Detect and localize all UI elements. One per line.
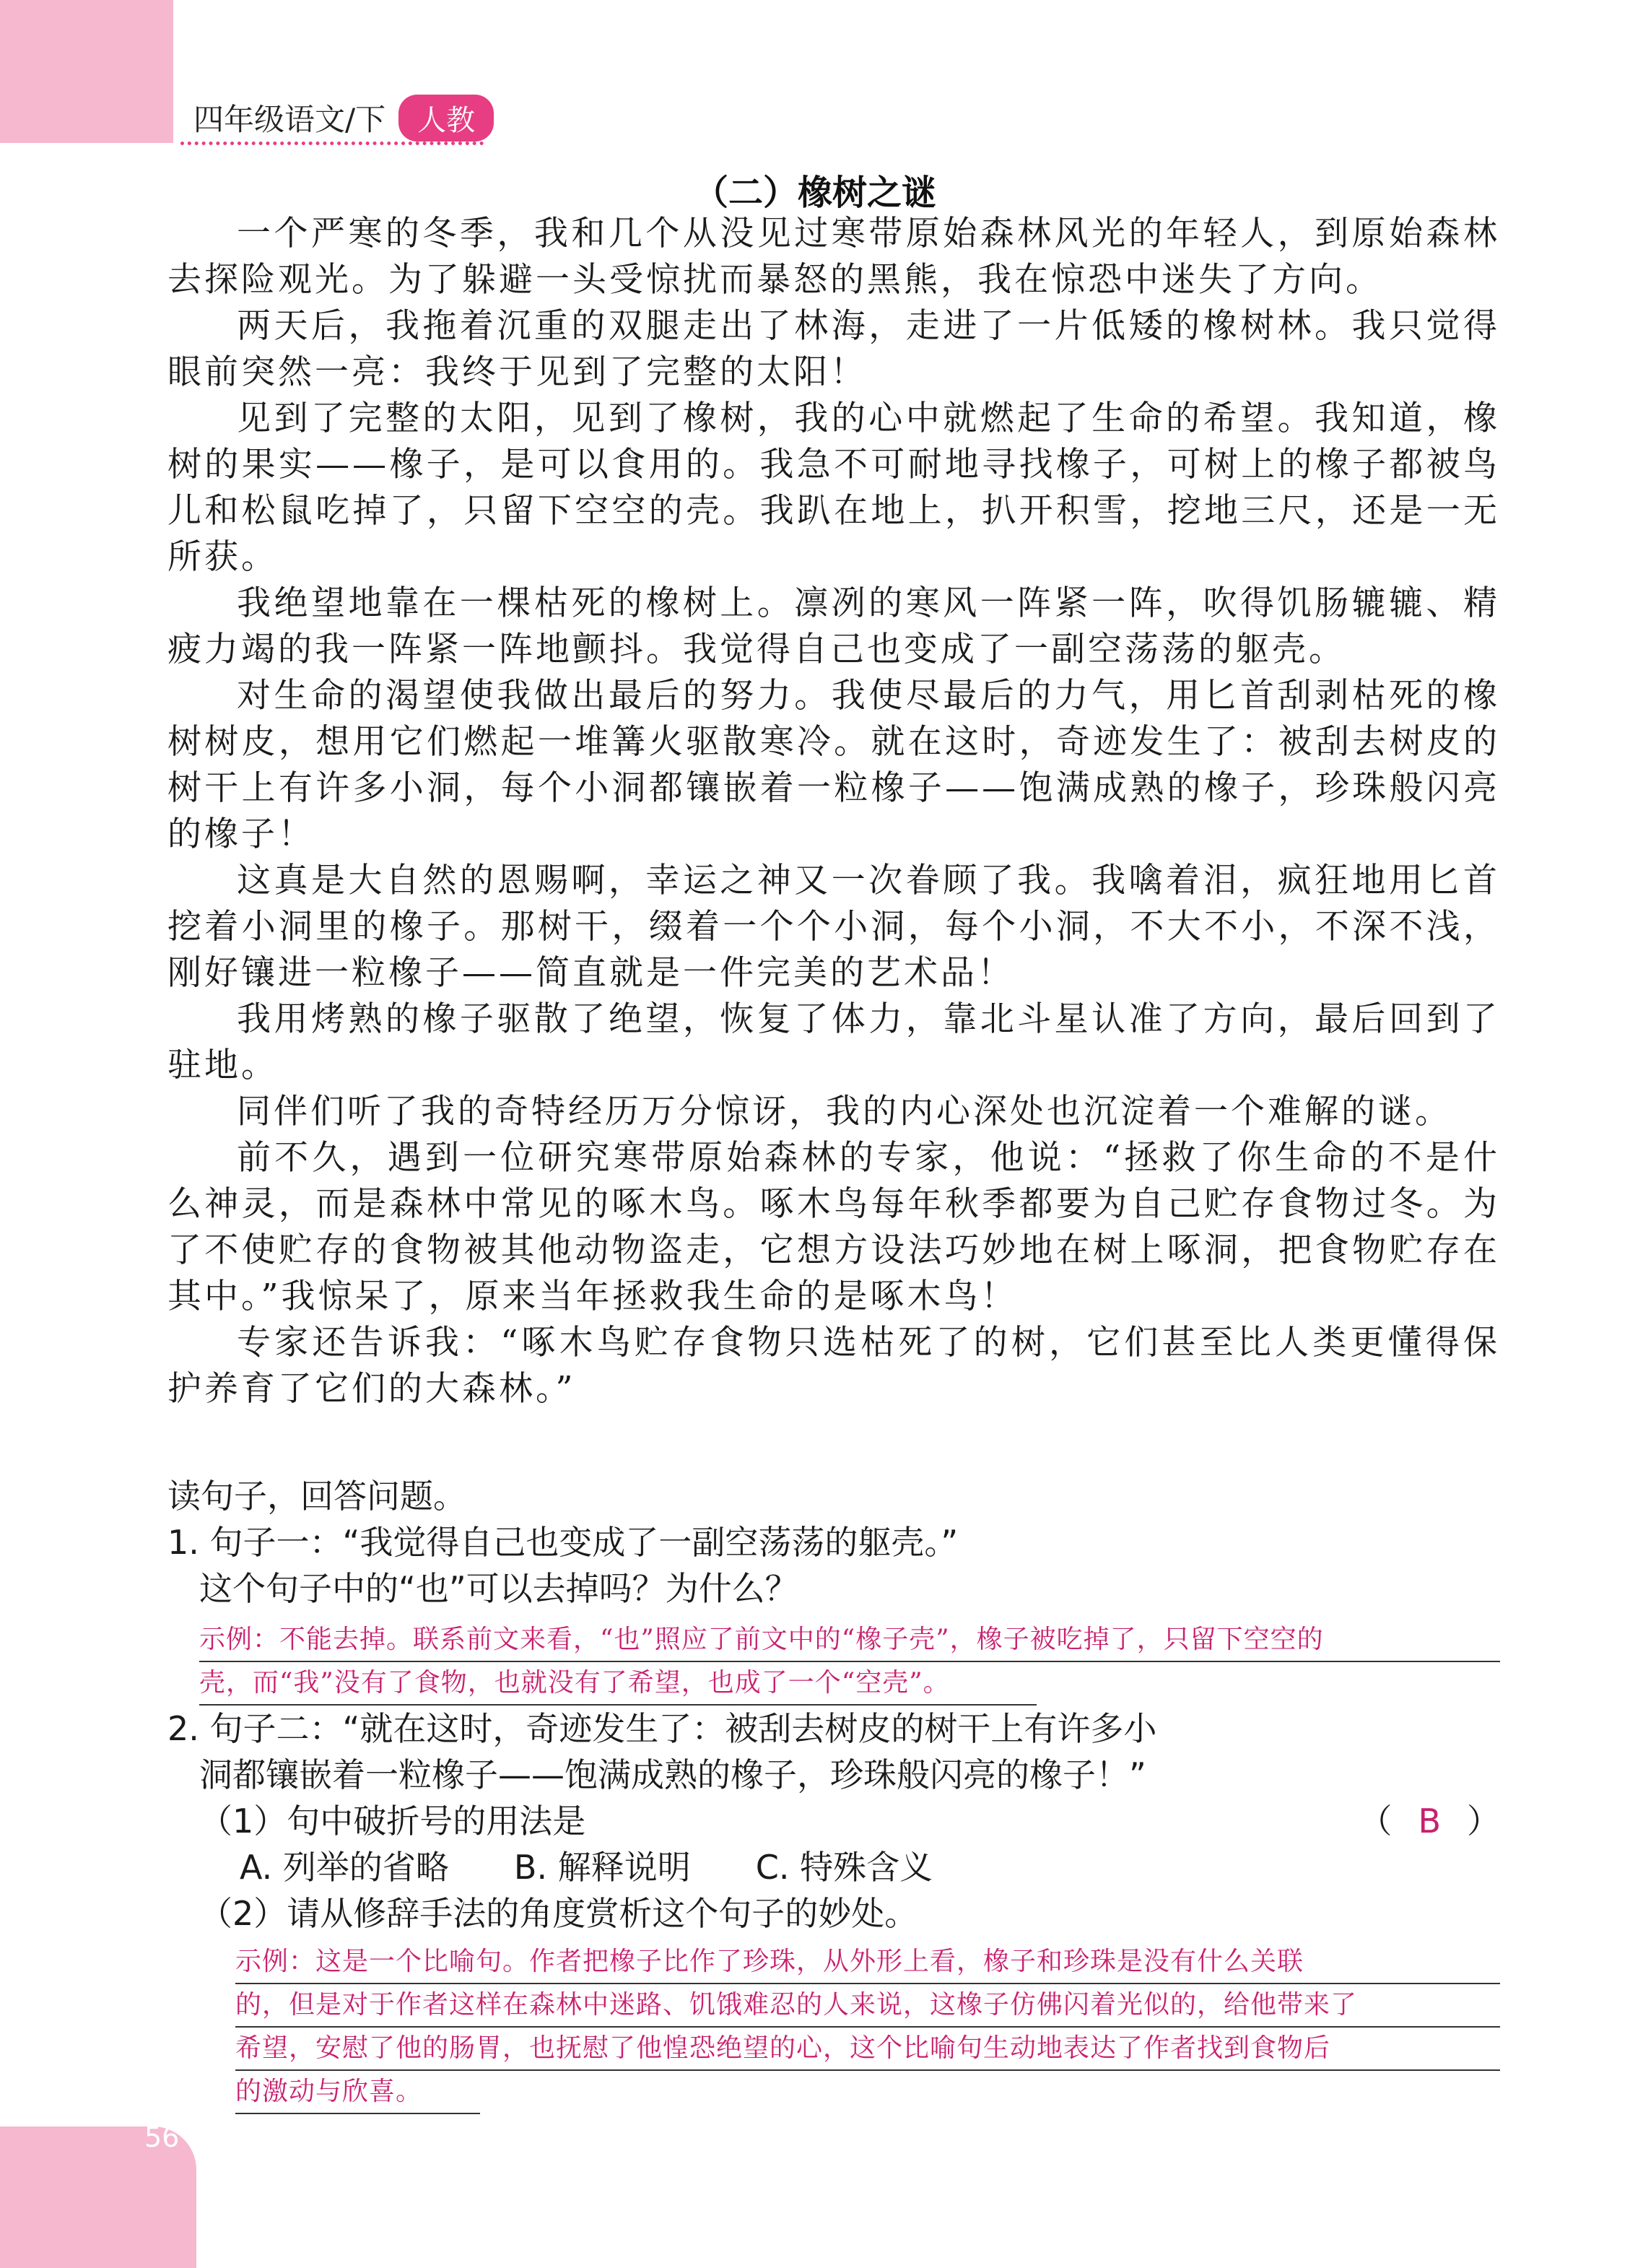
paragraph: 一个严寒的冬季，我和几个从没见过寒带原始森林风光的年轻人，到原始森林去探险观光。为了躲避一头受惊扰而暴怒的黑熊，我在惊恐中迷失了方向。 — [167, 214, 1500, 300]
question-2-2: （2）请从修辞手法的角度赏析这个句子的妙处。 — [199, 1894, 918, 1933]
page-header — [193, 92, 494, 143]
choice-answer: B — [1418, 1802, 1441, 1841]
paragraph: 两天后，我拖着沉重的双腿走出了林海，走进了一片低矮的橡树林。我只觉得眼前突然一亮：我终于见到了完整的太阳！ — [167, 306, 1500, 392]
answer-line: 的，但是对于作者这样在森林中迷路、饥饿难忍的人来说，这橡子仿佛闪着光似的，给他带来了 — [235, 1984, 1500, 2028]
page-number: 56 — [144, 2121, 180, 2153]
answer-line: 希望，安慰了他的肠胃，也抚慰了他惶恐绝望的心，这个比喻句生动地表达了作者找到食物后 — [235, 2028, 1500, 2071]
paragraph: 见到了完整的太阳，见到了橡树，我的心中就燃起了生命的希望。我知道，橡树的果实——橡子，是可以食用的。我急不可耐地寻找橡子，可树上的橡子都被鸟儿和松鼠吃掉了，只留下空空的壳。我趴在地上，扒开积雪，挖地三尺，还是一无所获。 — [167, 399, 1500, 577]
bracket-close: ） — [1467, 1802, 1500, 1841]
paragraph: 对生命的渴望使我做出最后的努力。我使尽最后的力气，用匕首刮剥枯死的橡树树皮，想用它们燃起一堆篝火驱散寒冷。就在这时，奇迹发生了：被刮去树皮的树干上有许多小洞，每个小洞都镶嵌着一粒橡子——饱满成熟的橡子，珍珠般闪亮的橡子！ — [167, 676, 1500, 854]
header-dotted-divider — [180, 142, 484, 145]
paragraph: 同伴们听了我的奇特经历万分惊讶，我的内心深处也沉淀着一个难解的谜。 — [237, 1092, 1452, 1131]
choice-options — [167, 1844, 1500, 1890]
paragraph: 这真是大自然的恩赐啊，幸运之神又一次眷顾了我。我噙着泪，疯狂地用匕首挖着小洞里的橡子。那树干，缀着一个个小洞，每个小洞，不大不小，不深不浅，刚好镶进一粒橡子——简直就是一件完美的艺术品！ — [167, 861, 1500, 993]
question-1-prompt: 1. 句子一：“我觉得自己也变成了一副空荡荡的躯壳。” — [167, 1523, 959, 1562]
instruction-text: 读句子，回答问题。 — [167, 1477, 466, 1516]
question-2-prompt: 2. 句子二：“就在这时，奇迹发生了：被刮去树皮的树干上有许多小 — [167, 1709, 1157, 1748]
questions-section — [167, 1473, 1500, 2114]
question-1-sub: 这个句子中的“也”可以去掉吗？为什么？ — [199, 1569, 798, 1608]
answer-line: 的激动与欣喜。 — [235, 2071, 480, 2114]
paragraph: 前不久，遇到一位研究寒带原始森林的专家，他说：“拯救了你生命的不是什么神灵，而是森林中常见的啄木鸟。啄木鸟每年秋季都要为自己贮存食物过冬。为了不使贮存的食物被其他动物盗走，它想方设法巧妙地在树上啄洞，把食物贮存在其中。”我惊呆了，原来当年拯救我生命的是啄木鸟！ — [167, 1138, 1500, 1316]
option-a: A. 列举的省略 — [240, 1848, 449, 1887]
paragraph: 我用烤熟的橡子驱散了绝望，恢复了体力，靠北斗星认准了方向，最后回到了驻地。 — [167, 999, 1500, 1085]
paragraph: 专家还告诉我：“啄木鸟贮存食物只选枯死了的树，它们甚至比人类更懂得保护养育了它们的大森林。” — [167, 1323, 1500, 1409]
answer-bracket — [1359, 1798, 1500, 1844]
paragraph: 我绝望地靠在一棵枯死的橡树上。凛冽的寒风一阵紧一阵，吹得饥肠辘辘、精疲力竭的我一阵紧一阵地颤抖。我觉得自己也变成了一副空荡荡的躯壳。 — [167, 583, 1500, 669]
passage-title: （二）橡树之谜 — [693, 173, 936, 213]
answer-line: 示例：不能去掉。联系前文来看，“也”照应了前文中的“橡子壳”，橡子被吃掉了，只留下空空的 — [199, 1619, 1500, 1662]
answer-line: 示例：这是一个比喻句。作者把橡子比作了珍珠，从外形上看，橡子和珍珠是没有什么关联 — [235, 1941, 1500, 1984]
option-c: C. 特殊含义 — [755, 1848, 933, 1887]
page-corner-tab-top — [0, 0, 173, 143]
answer-line: 壳，而“我”没有了食物，也就没有了希望，也成了一个“空壳”。 — [199, 1662, 1037, 1706]
edition-badge: 人教 — [398, 95, 494, 142]
question-2-1 — [167, 1798, 1500, 1844]
option-b: B. 解释说明 — [513, 1848, 691, 1887]
grade-label: 四年级语文/下 — [193, 102, 386, 137]
bracket-open: （ — [1359, 1802, 1393, 1841]
question-2-1-text: （1）句中破折号的用法是 — [199, 1802, 586, 1841]
question-2-prompt-cont: 洞都镶嵌着一粒橡子——饱满成熟的橡子，珍珠般闪亮的橡子！” — [199, 1755, 1146, 1794]
passage-body — [167, 211, 1500, 1412]
